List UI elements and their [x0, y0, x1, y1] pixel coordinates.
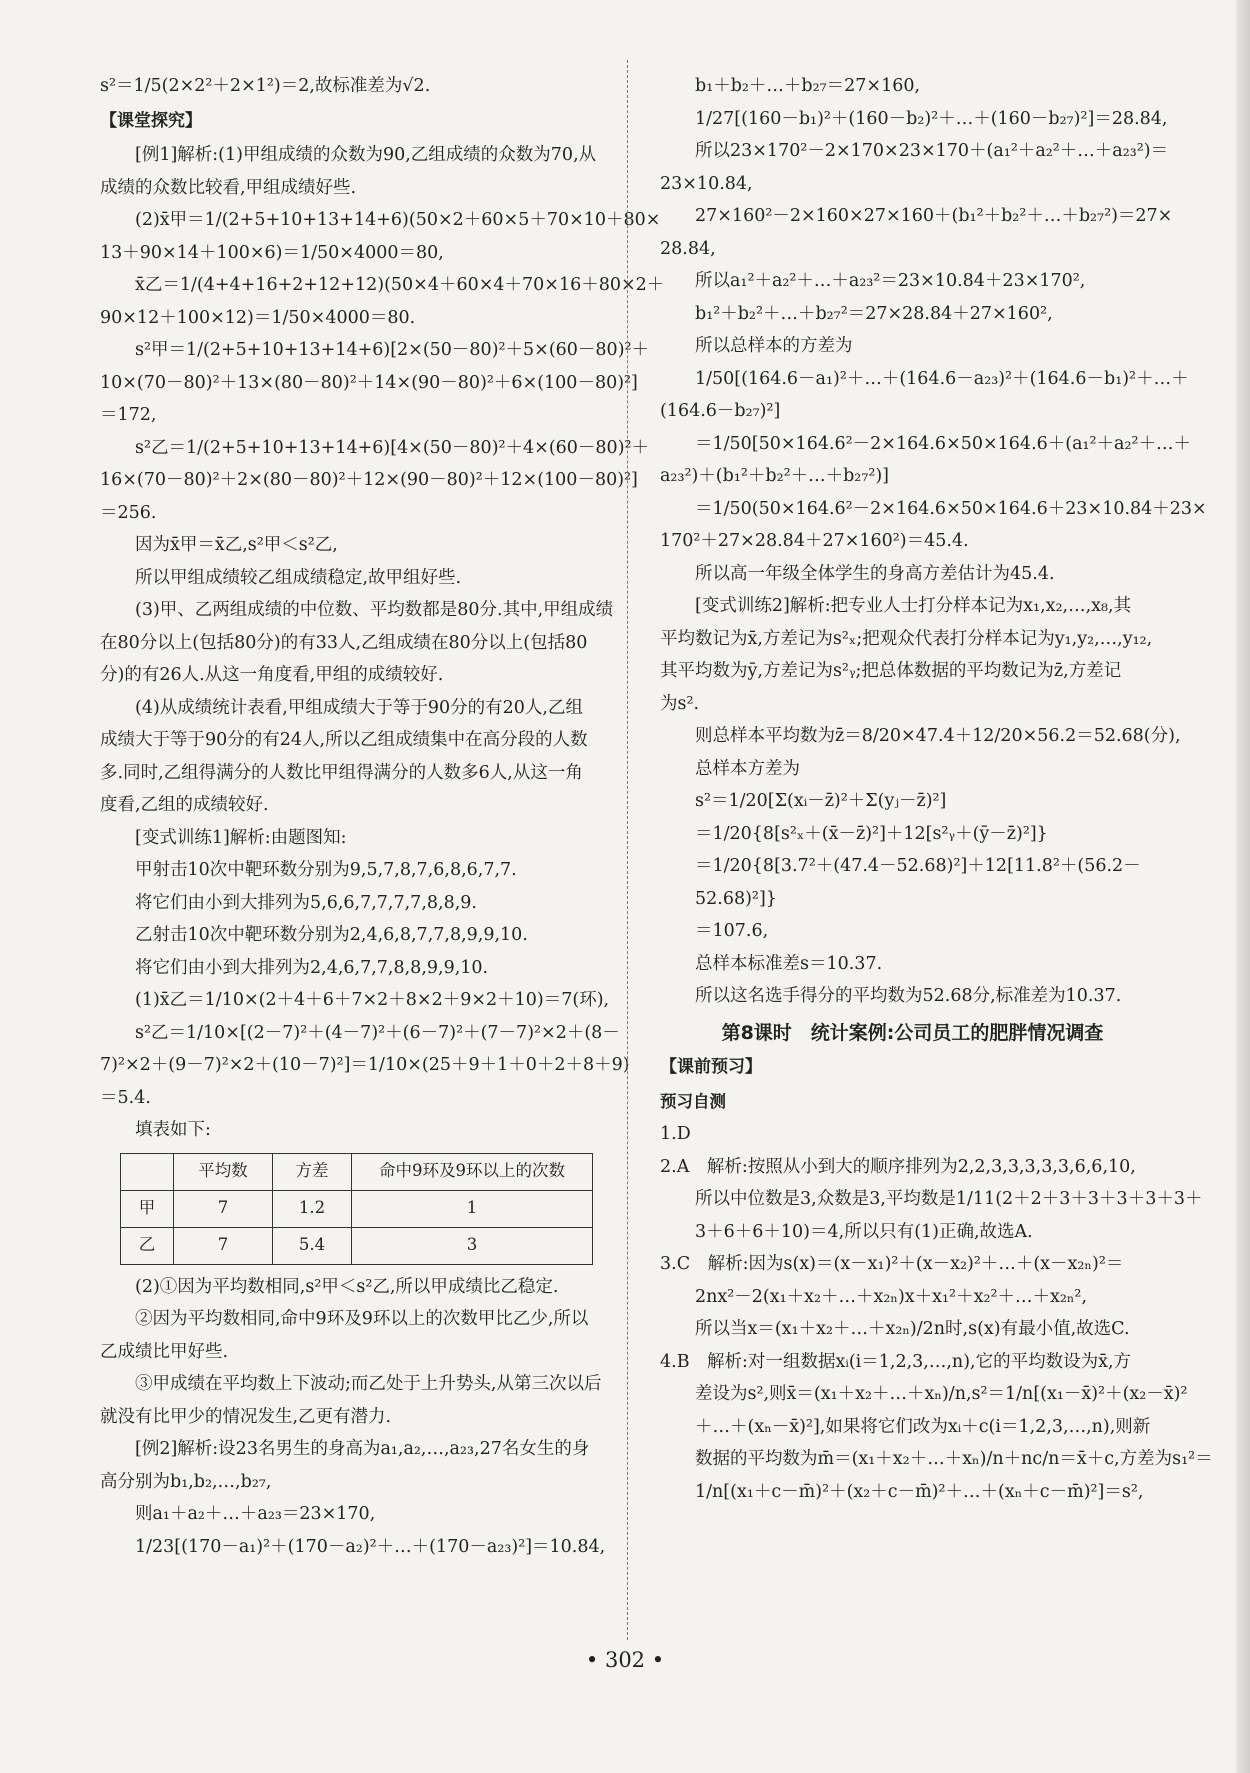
text-line: ＝5.4.	[100, 1087, 151, 1108]
text-line: 分)的有26人.从这一角度看,甲组的成绩较好.	[100, 665, 444, 685]
table-cell: 1	[352, 1190, 593, 1227]
text-line: 乙成绩比甲好些.	[100, 1341, 229, 1362]
text-line: 1/23[(170－a₁)²＋(170－a₂)²＋…＋(170－a₂₃)²]＝10.84,	[135, 1536, 606, 1557]
section-header: 【课堂探究】	[100, 110, 202, 131]
text-line: ③甲成绩在平均数上下波动;而乙处于上升势头,从第三次以后	[135, 1374, 602, 1394]
left-text-block	[100, 70, 665, 1147]
text-line: 23×10.84,	[660, 173, 753, 194]
text-line: [变式训练1]解析:由题图知:	[135, 827, 347, 848]
text-line: 其平均数为ȳ,方差记为s²ᵧ;把总体数据的平均数记为z̄,方差记	[660, 661, 1122, 681]
table-cell: 3	[352, 1227, 593, 1264]
text-line: ＝1/50[50×164.6²－2×164.6×50×164.6＋(a₁²＋a₂²＋…＋	[695, 433, 1192, 454]
text-line: 所以这名选手得分的平均数为52.68分,标准差为10.37.	[695, 986, 1122, 1006]
left-column	[100, 70, 665, 1563]
text-line: ＝1/20{8[3.7²＋(47.4－52.68)²]＋12[11.8²＋(56.2－	[695, 856, 1141, 876]
text-line: 就没有比甲少的情况发生,乙更有潜力.	[100, 1406, 392, 1427]
text-line: 成绩的众数比较看,甲组成绩好些.	[100, 177, 357, 198]
text-line: 将它们由小到大排列为2,4,6,7,7,8,8,9,9,10.	[135, 957, 489, 978]
text-line: x̄乙＝1/(4+4+16+2+12+12)(50×4＋60×4＋70×16＋80×2＋	[135, 275, 665, 295]
text-line: s²＝1/20[Σ(xᵢ－z̄)²＋Σ(yⱼ－z̄)²]	[695, 791, 947, 811]
text-line: (2)①因为平均数相同,s²甲＜s²乙,所以甲成绩比乙稳定.	[135, 1276, 559, 1297]
text-line: 7)²×2＋(9－7)²×2＋(10－7)²]＝1/10×(25＋9＋1＋0＋2＋8＋9)	[100, 1055, 630, 1075]
text-line: (2)x̄甲＝1/(2+5+10+13+14+6)(50×2＋60×5＋70×10＋80×	[135, 210, 661, 230]
right-column	[660, 70, 1213, 1508]
text-line: 因为x̄甲＝x̄乙,s²甲＜s²乙,	[135, 535, 338, 555]
table-header-cell: 平均数	[174, 1153, 273, 1190]
text-line: 为s².	[660, 693, 700, 714]
text-line: s²乙＝1/10×[(2－7)²＋(4－7)²＋(6－7)²＋(7－7)²×2＋(8－	[135, 1022, 620, 1043]
text-line: b₁²＋b₂²＋…＋b₂₇²＝27×28.84＋27×160²,	[695, 303, 1053, 324]
results-table	[120, 1153, 593, 1265]
text-line: 乙射击10次中靶环数分别为2,4,6,8,7,7,8,9,9,10.	[135, 925, 528, 945]
text-line: (164.6－b₂₇)²]	[660, 401, 781, 421]
text-line: 高分别为b₁,b₂,…,b₂₇,	[100, 1471, 272, 1492]
text-line: 16×(70－80)²＋2×(80－80)²＋12×(90－80)²＋12×(100－80)²]	[100, 470, 638, 490]
text-line: ＝1/50(50×164.6²－2×164.6×50×164.6＋23×10.84＋23×	[695, 498, 1207, 519]
text-line: 所以中位数是3,众数是3,平均数是1/11(2＋2＋3＋3＋3＋3＋3＋	[695, 1189, 1203, 1209]
text-line: 总样本标准差s＝10.37.	[695, 953, 883, 974]
table-row	[121, 1190, 593, 1227]
column-divider	[627, 60, 628, 1640]
text-line: 则总样本平均数为z̄＝8/20×47.4＋12/20×56.2＝52.68(分),	[695, 726, 1181, 746]
text-line: 所以甲组成绩较乙组成绩稳定,故甲组好些.	[135, 567, 462, 588]
left-text-block-2	[100, 1271, 608, 1564]
table-cell: 7	[174, 1227, 273, 1264]
text-line: s²乙＝1/(2+5+10+13+14+6)[4×(50－80)²＋4×(60－80)²＋	[135, 437, 650, 458]
right-text-block-2	[660, 1118, 1213, 1508]
table-header-cell	[121, 1153, 174, 1190]
text-line: 4.B 解析:对一组数据xᵢ(i＝1,2,3,…,n),它的平均数设为x̄,方	[660, 1351, 1132, 1372]
text-line: 甲射击10次中靶环数分别为9,5,7,8,7,6,8,6,7,7.	[135, 860, 517, 880]
text-line: 2.A 解析:按照从小到大的顺序排列为2,2,3,3,3,3,3,6,6,10,	[660, 1156, 1136, 1177]
text-line: 填表如下:	[135, 1120, 211, 1140]
text-line: 3.C 解析:因为s(x)＝(x－x₁)²＋(x－x₂)²＋…＋(x－x₂ₙ)²＝	[660, 1254, 1124, 1274]
text-line: 差设为s²,则x̄＝(x₁＋x₂＋…＋xₙ)/n,s²＝1/n[(x₁－x̄)²＋(x₂－x̄)²	[695, 1384, 1188, 1404]
text-line: 10×(70－80)²＋13×(80－80)²＋14×(90－80)²＋6×(100－80)²]	[100, 372, 638, 393]
text-line: 将它们由小到大排列为5,6,6,7,7,7,7,8,8,9.	[135, 892, 477, 913]
text-line: 1/27[(160－b₁)²＋(160－b₂)²＋…＋(160－b₂₇)²]＝28.84,	[695, 108, 1168, 129]
text-line: 则a₁＋a₂＋…＋a₂₃＝23×170,	[135, 1504, 376, 1524]
text-line: [例2]解析:设23名男生的身高为a₁,a₂,…,a₂₃,27名女生的身	[135, 1439, 590, 1459]
self-test-heading: 预习自测	[660, 1091, 726, 1111]
text-line: 2nx²－2(x₁＋x₂＋…＋x₂ₙ)x＋x₁²＋x₂²＋…＋x₂ₙ²,	[695, 1286, 1088, 1307]
preview-section-header: 【课前预习】	[660, 1057, 762, 1077]
text-line: (3)甲、乙两组成绩的中位数、平均数都是80分.其中,甲组成绩	[135, 600, 614, 620]
text-line: 在80分以上(包括80分)的有33人,乙组成绩在80分以上(包括80	[100, 632, 588, 653]
page-number: • 302 •	[585, 1648, 665, 1672]
table-header-cell: 命中9环及9环以上的次数	[352, 1153, 593, 1190]
text-line: ＝107.6,	[695, 921, 769, 941]
text-line: [例1]解析:(1)甲组成绩的众数为90,乙组成绩的众数为70,从	[135, 145, 597, 165]
text-line: 度看,乙组的成绩较好.	[100, 795, 269, 815]
text-line: 52.68)²]}	[695, 888, 777, 909]
text-line: 170²＋27×28.84＋27×160²)＝45.4.	[660, 531, 969, 551]
text-line: ②因为平均数相同,命中9环及9环以上的次数甲比乙少,所以	[135, 1309, 589, 1329]
text-line: 90×12＋100×12)＝1/50×4000＝80.	[100, 307, 416, 328]
table-cell: 5.4	[273, 1227, 352, 1264]
text-line: ＝256.	[100, 502, 157, 523]
table-row	[121, 1227, 593, 1264]
text-line: 总样本方差为	[695, 758, 800, 779]
lesson-title: 第8课时 统计案例:公司员工的肥胖情况调查	[721, 1021, 1104, 1044]
text-line: 成绩大于等于90分的有24人,所以乙组成绩集中在高分段的人数	[100, 730, 588, 750]
text-line: 所以高一年级全体学生的身高方差估计为45.4.	[695, 563, 1055, 584]
table-cell: 甲	[121, 1190, 174, 1227]
text-line: 13＋90×14＋100×6)＝1/50×4000＝80,	[100, 242, 444, 263]
text-line: (1)x̄乙＝1/10×(2＋4＋6＋7×2＋8×2＋9×2＋10)＝7(环),	[135, 990, 610, 1010]
text-line: 1.D	[660, 1124, 691, 1144]
text-line: 27×160²－2×160×27×160＋(b₁²＋b₂²＋…＋b₂₇²)＝27×	[695, 206, 1173, 226]
text-line: 所以a₁²＋a₂²＋…＋a₂₃²＝23×10.84＋23×170²,	[695, 271, 1086, 291]
text-line: 所以23×170²－2×170×23×170＋(a₁²＋a₂²＋…＋a₂₃²)＝	[695, 141, 1169, 161]
text-line: b₁＋b₂＋…＋b₂₇＝27×160,	[695, 76, 921, 96]
text-line: ＝1/20{8[s²ₓ＋(x̄－z̄)²]＋12[s²ᵧ＋(ȳ－z̄)²]}	[695, 823, 1048, 844]
text-line: 3＋6＋6＋10)＝4,所以只有(1)正确,故选A.	[695, 1221, 1033, 1242]
text-line: a₂₃²)＋(b₁²＋b₂²＋…＋b₂₇²)]	[660, 466, 890, 486]
text-line: s²甲＝1/(2+5+10+13+14+6)[2×(50－80)²＋5×(60－80)²＋	[135, 340, 650, 360]
table-cell: 乙	[121, 1227, 174, 1264]
table-cell: 1.2	[273, 1190, 352, 1227]
right-text-block	[660, 70, 1207, 1013]
text-line: 所以当x＝(x₁＋x₂＋…＋x₂ₙ)/2n时,s(x)有最小值,故选C.	[695, 1319, 1130, 1339]
text-line: 1/50[(164.6－a₁)²＋…＋(164.6－a₂₃)²＋(164.6－b₁)²＋…＋	[695, 368, 1189, 389]
table-header-cell: 方差	[273, 1153, 352, 1190]
text-line: 所以总样本的方差为	[695, 336, 853, 356]
page-edge-shadow	[1236, 0, 1250, 1773]
table-cell: 7	[174, 1190, 273, 1227]
text-line: 28.84,	[660, 238, 716, 259]
text-line: s²＝1/5(2×2²＋2×1²)＝2,故标准差为√2.	[100, 76, 431, 96]
table-header-row	[121, 1153, 593, 1190]
text-line: 数据的平均数为m̄＝(x₁＋x₂＋…＋xₙ)/n＋nc/n＝x̄＋c,方差为s₁²＝	[695, 1449, 1213, 1469]
text-line: 平均数记为x̄,方差记为s²ₓ;把观众代表打分样本记为y₁,y₂,…,y₁₂,	[660, 628, 1153, 649]
text-line: (4)从成绩统计表看,甲组成绩大于等于90分的有20人,乙组	[135, 697, 583, 718]
text-line: ＝172,	[100, 405, 157, 425]
text-line: 1/n[(x₁＋c－m̄)²＋(x₂＋c－m̄)²＋…＋(xₙ＋c－m̄)²]＝s²,	[695, 1481, 1144, 1502]
text-line: ＋…＋(xₙ－x̄)²],如果将它们改为xᵢ＋c(i＝1,2,3,…,n),则新	[695, 1416, 1151, 1437]
text-line: 多.同时,乙组得满分的人数比甲组得满分的人数多6人,从这一角	[100, 762, 583, 783]
text-line: [变式训练2]解析:把专业人士打分样本记为x₁,x₂,…,x₈,其	[695, 596, 1132, 616]
